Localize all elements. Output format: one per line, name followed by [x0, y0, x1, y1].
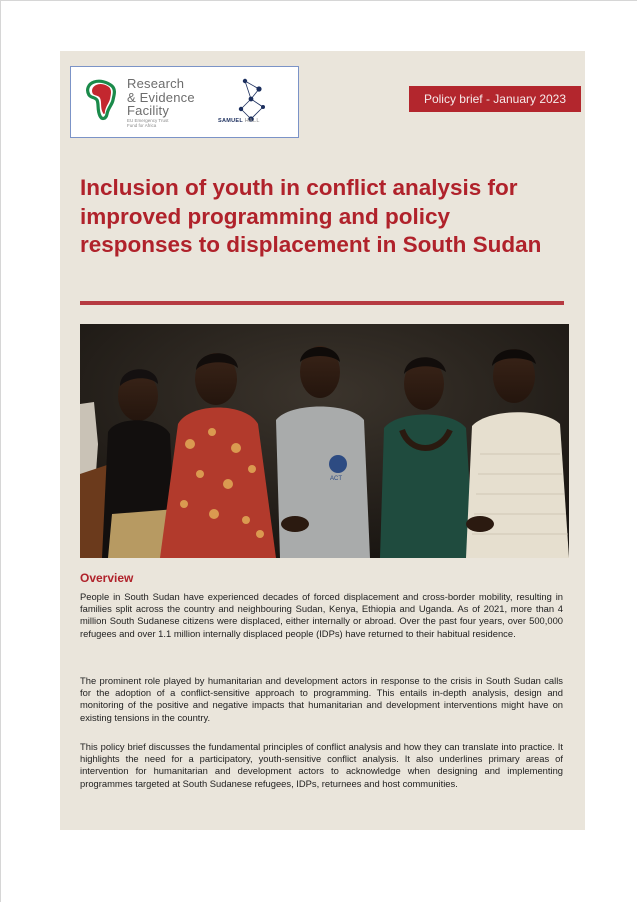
ref-name-line2: & Evidence [127, 89, 195, 105]
africa-map-icon [85, 78, 119, 122]
title-divider [80, 301, 564, 305]
overview-paragraph-1: People in South Sudan have experienced decades of forced displacement and cross-border mobility, resulting in families split across the country and neighbouring Sudan, Kenya, Ethiopia and Uganda. As of 2021, more than 4 million South Sudanese citizens were displaced, either internally or abroad. Over the past four years, over 500,000 refugees and over 1.1 million internally displaced people (IDPs) have returned to their habitual residence. [80, 591, 563, 639]
ref-name-line1: Research [127, 76, 185, 91]
samuel-hall-rest: HALL [244, 118, 260, 124]
document-title: Inclusion of youth in conflict analysis for improved programming and policy responses to displacement in South Sudan [80, 175, 542, 257]
overview-paragraph-2: The prominent role played by humanitarian and development actors in response to the crisis in South Sudan calls for the adoption of a conflict-sensitive approach to programming. This entails in-depth analysis, design and monitoring of the positive and negative impacts that humanitarian and development interventions might have on existing tensions in the country. [80, 675, 563, 723]
ref-logo-text [127, 77, 217, 118]
overview-heading: Overview [80, 571, 134, 585]
shirt-logo-text: ACT [330, 476, 342, 482]
overview-paragraph-3: This policy brief discusses the fundamental principles of conflict analysis and how they can translate into practice. It highlights the need for a participatory, youth-sensitive conflict analysis. It also underlines primary areas of intervention for humanitarian and development actors to acknowledge when designing and implementing programmes targeted at South Sudanese refugees, IDPs, returnees and host communities. [80, 741, 563, 789]
samuel-hall-wordmark [218, 118, 260, 124]
policy-brief-badge: Policy brief - January 2023 [409, 86, 581, 112]
ref-name-line3: Facility [127, 103, 170, 118]
partner-logo-box [70, 66, 299, 138]
ref-tagline [127, 118, 177, 128]
ref-tagline-line2: Fund for Africa [127, 123, 157, 128]
samuel-hall-bold: SAMUEL [218, 118, 243, 124]
cover-photo [80, 324, 569, 558]
document-page [60, 51, 585, 830]
ref-tagline-line1: EU Emergency Trust [127, 118, 169, 123]
